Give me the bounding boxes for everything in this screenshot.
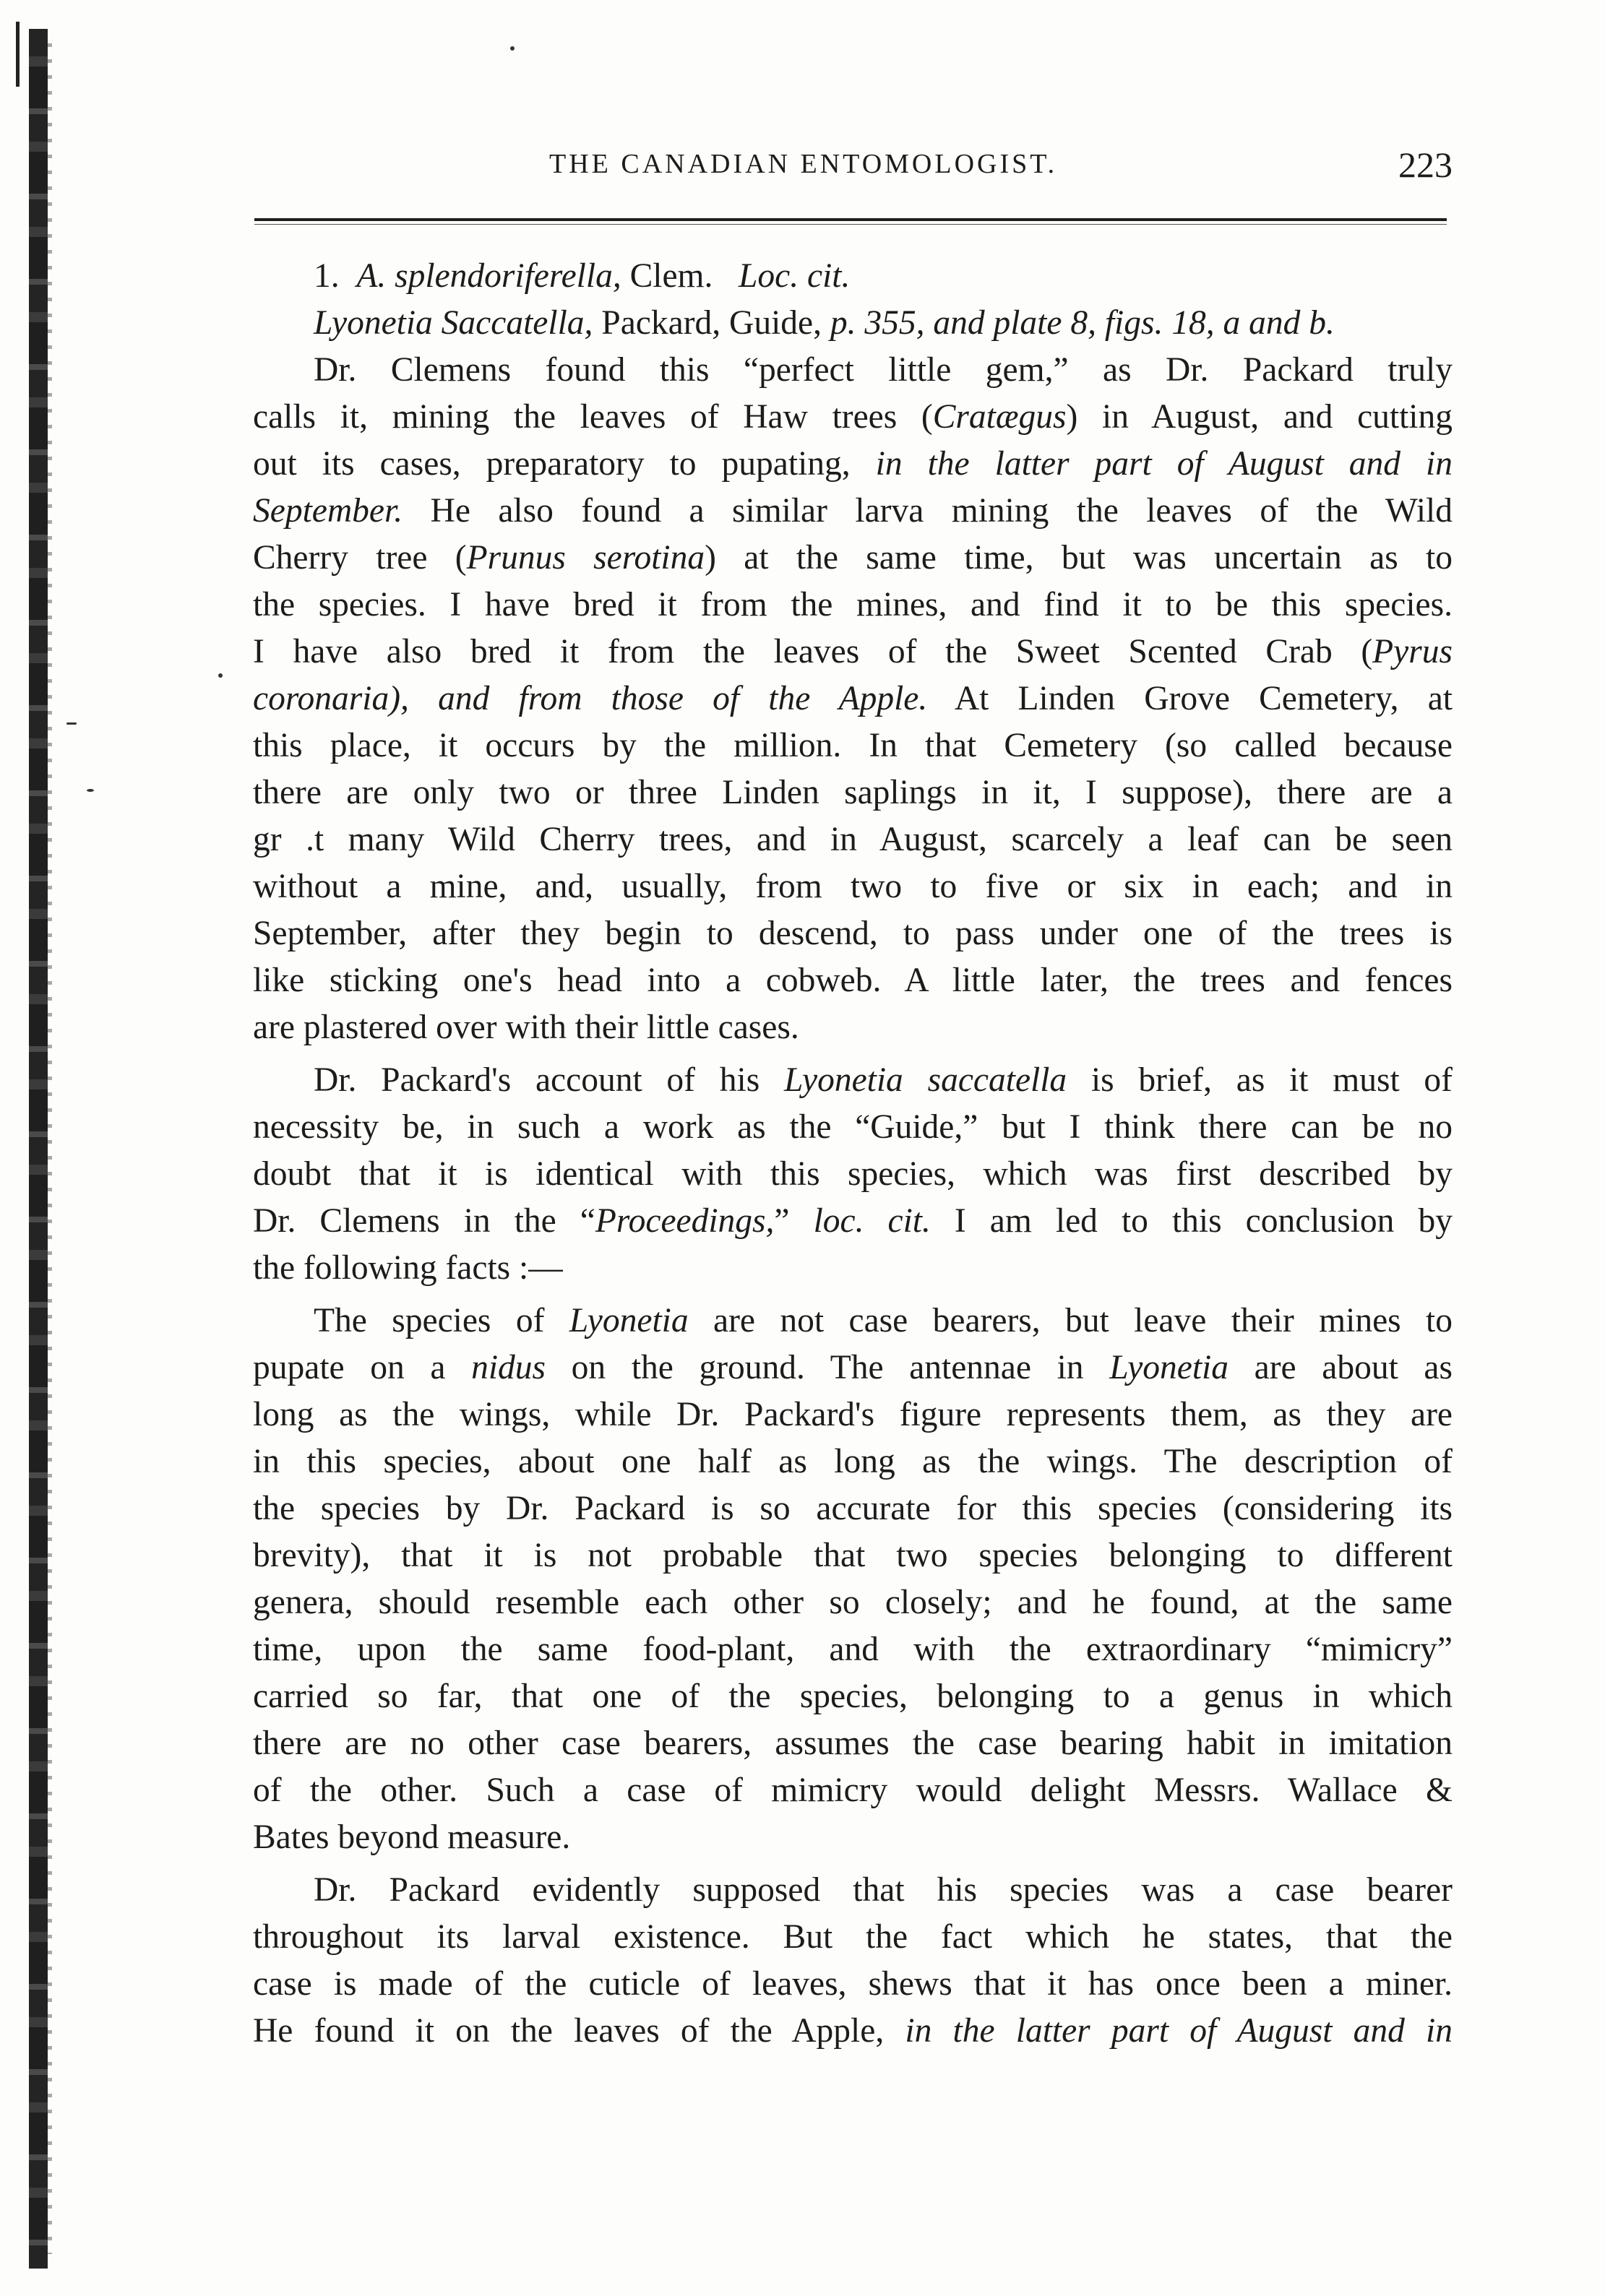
text-line: throughout its larval existence. But the fact which he states, that the — [253, 1918, 1453, 1956]
page-body — [253, 253, 1453, 2055]
text-line: Dr. Clemens found this “perfect little gem,” as Dr. Packard truly — [314, 351, 1453, 389]
synonym-ref: p. 355, and plate 8, figs. 18, a and b. — [830, 304, 1335, 342]
entry-species: splendoriferella, — [395, 257, 621, 295]
text-line: out its cases, preparatory to pupating, in the latter part of August and in — [253, 445, 1453, 483]
text-line: September, after they begin to descend, to pass under one of the trees is — [253, 915, 1453, 952]
text-line: time, upon the same food-plant, and with the extraordinary “mimicry” — [253, 1631, 1453, 1668]
text-line: like sticking one's head into a cobweb. A little later, the trees and fences — [253, 962, 1453, 999]
book-binding-shadow — [29, 29, 48, 2269]
text-line: September. He also found a similar larva mining the leaves of the Wild — [253, 492, 1453, 530]
entry-loc: Loc. cit. — [739, 257, 851, 295]
text-line: doubt that it is identical with this species, which was first described by — [253, 1155, 1453, 1193]
header-rule — [254, 218, 1447, 221]
synonym-source: Packard, Guide, — [601, 304, 822, 342]
text-line: calls it, mining the leaves of Haw trees (Cratægus) in August, and cutting — [253, 398, 1453, 436]
text-line: in this species, about one half as long as the wings. The description of — [253, 1443, 1453, 1480]
text-line: the species. I have bred it from the mines, and find it to be this species. — [253, 586, 1453, 623]
ink-speck — [510, 46, 515, 51]
entry-author: Clem. — [629, 257, 713, 295]
running-title: THE CANADIAN ENTOMOLOGIST. — [549, 149, 1058, 179]
text-line: case is made of the cuticle of leaves, shews that it has once been a miner. — [253, 1965, 1453, 2003]
text-line: long as the wings, while Dr. Packard's figure represents them, as they are — [253, 1396, 1453, 1433]
text-line: Cherry tree (Prunus serotina) at the same time, but was uncertain as to — [253, 539, 1453, 577]
text-line: He found it on the leaves of the Apple, in the latter part of August and in — [253, 2012, 1453, 2050]
paragraph-3 — [253, 1298, 1453, 1861]
page-header — [253, 144, 1453, 191]
entry-genus: A. — [356, 257, 387, 295]
text-line: I have also bred it from the leaves of the Sweet Scented Crab (Pyrus — [253, 633, 1453, 670]
text-line: Dr. Packard evidently supposed that his species was a case bearer — [314, 1871, 1453, 1909]
text-line: of the other. Such a case of mimicry would delight Messrs. Wallace & — [253, 1771, 1453, 1809]
text-line: necessity be, in such a work as the “Guide,” but I think there can be no — [253, 1108, 1453, 1146]
text-line: Dr. Packard's account of his Lyonetia saccatella is brief, as it must of — [314, 1061, 1453, 1099]
text-line: gr .t many Wild Cherry trees, and in August, scarcely a leaf can be seen — [253, 821, 1453, 858]
text-line: brevity), that it is not probable that two species belonging to different — [253, 1537, 1453, 1574]
text-line: there are no other case bearers, assumes the case bearing habit in imitation — [253, 1725, 1453, 1762]
text-line: are plastered over with their little cases. — [253, 1009, 799, 1046]
text-line: Dr. Clemens in the “Proceedings,” loc. cit. I am led to this conclusion by — [253, 1202, 1453, 1240]
ink-speck — [66, 722, 77, 725]
header-rule-thin — [254, 224, 1447, 225]
ink-speck — [87, 789, 94, 792]
text-line: The species of Lyonetia are not case bearers, but leave their mines to — [314, 1302, 1453, 1339]
text-line: pupate on a nidus on the ground. The antennae in Lyonetia are about as — [253, 1349, 1453, 1386]
binding-mark — [16, 22, 20, 87]
text-line: carried so far, that one of the species, belonging to a genus in which — [253, 1678, 1453, 1715]
text-line: this place, it occurs by the million. In that Cemetery (so called because — [253, 727, 1453, 764]
synonym-name: Lyonetia Saccatella, — [314, 304, 593, 342]
text-line: without a mine, and, usually, from two to five or six in each; and in — [253, 868, 1453, 905]
ink-speck — [218, 673, 223, 678]
paragraph-1 — [253, 347, 1453, 1051]
paragraph-2 — [253, 1057, 1453, 1292]
page-number: 223 — [1398, 144, 1453, 185]
paragraph-4 — [253, 1867, 1453, 2055]
text-line: Bates beyond measure. — [253, 1818, 571, 1856]
synonym-entry — [253, 300, 1453, 347]
text-line: there are only two or three Linden saplings in it, I suppose), there are a — [253, 774, 1453, 811]
text-line: the following facts :— — [253, 1249, 563, 1287]
species-entry — [253, 253, 1453, 300]
text-line: the species by Dr. Packard is so accurate for this species (considering its — [253, 1490, 1453, 1527]
text-line: coronaria), and from those of the Apple. At Linden Grove Cemetery, at — [253, 680, 1453, 717]
text-line: genera, should resemble each other so closely; and he found, at the same — [253, 1584, 1453, 1621]
entry-number: 1. — [314, 257, 340, 295]
binding-edge — [48, 43, 52, 2254]
